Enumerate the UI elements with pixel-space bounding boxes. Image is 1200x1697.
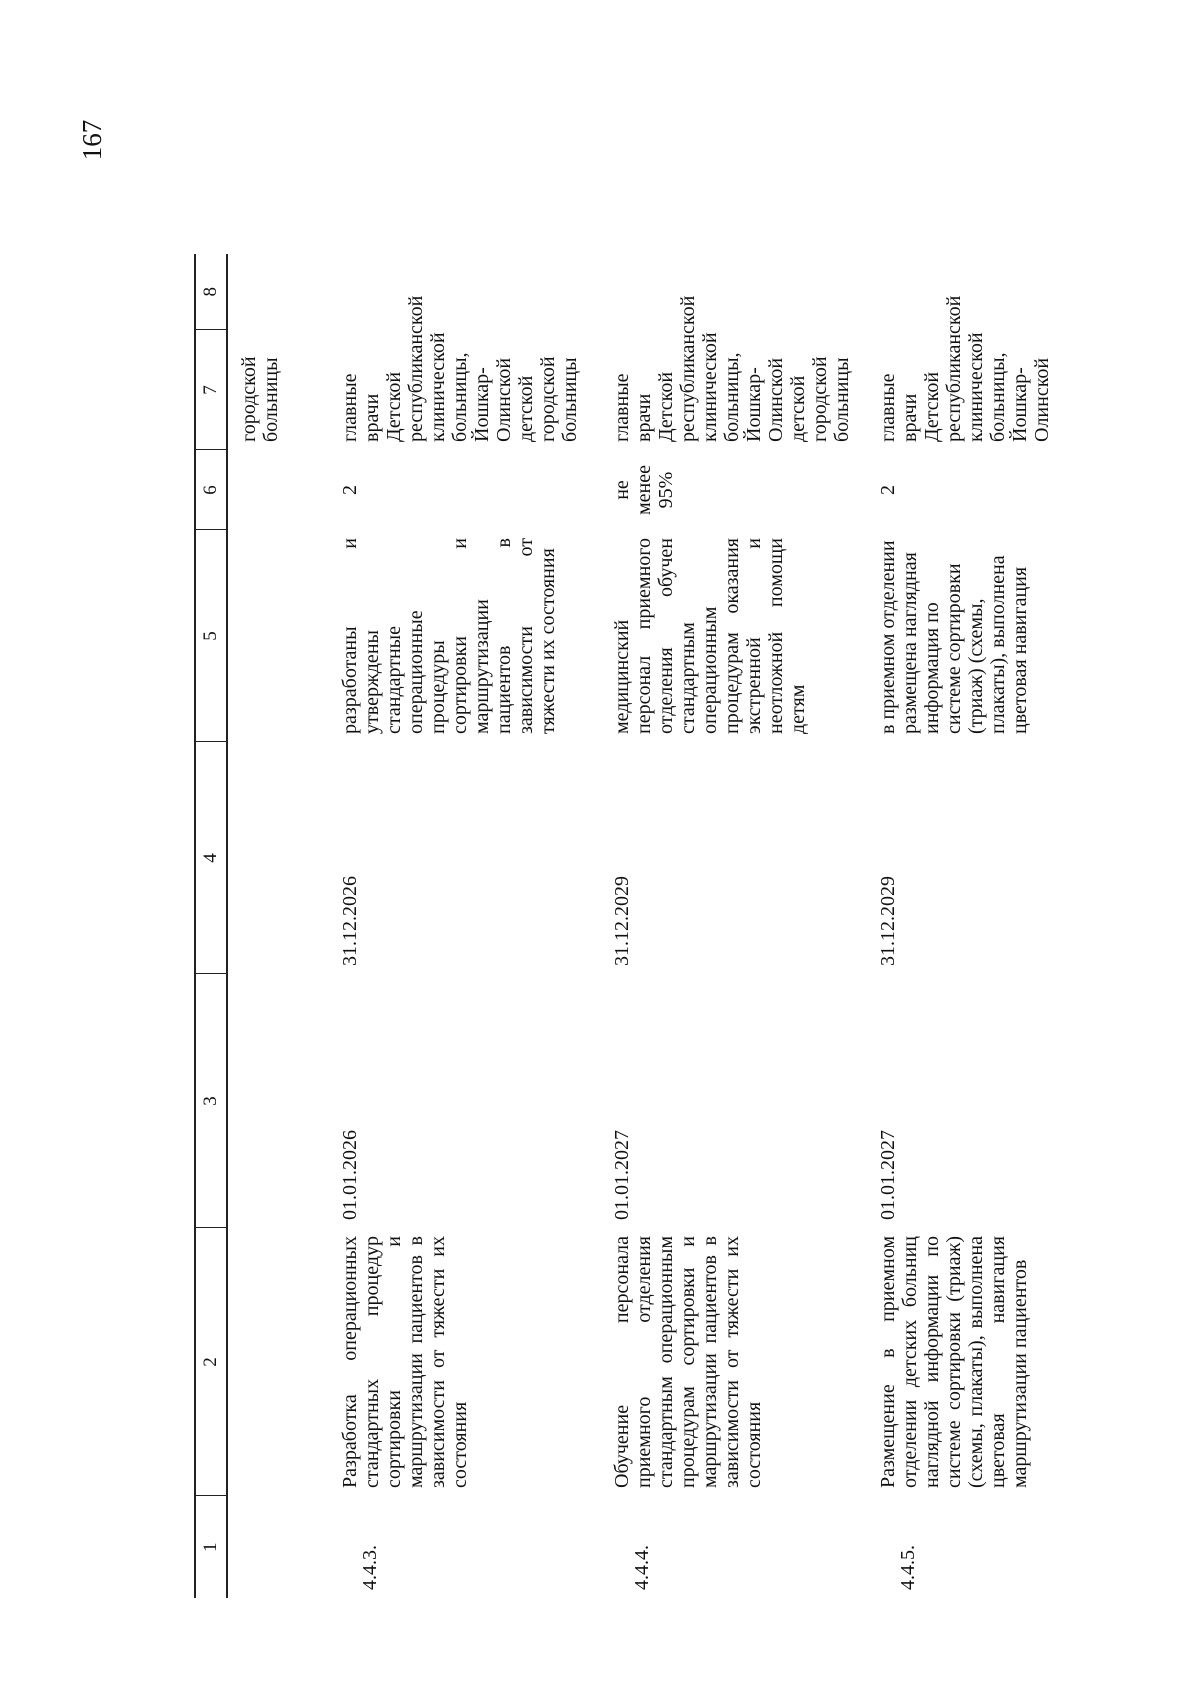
note-cell [323,254,339,330]
indicator-value: не менее 95% [611,465,677,515]
expected-result: в приемном отделении размещена наглядная информация по системе сортировки (триаж) (схемы, плакаты), выполнена цветовая навигация [877,540,1031,734]
column-number: 7 [195,330,227,450]
plan-table-page [194,254,1200,1598]
indicator-value: 2 [339,485,361,495]
start-date: 01.01.2027 [611,1130,633,1220]
continuation-row [227,254,323,1598]
column-number: 1 [195,1496,227,1598]
expected-result: медицинский персонал приемного отделения обучен стандартным операционным процедурам оказания экстренной и неотложной помощи детям [611,538,809,734]
column-number: 3 [195,974,227,1228]
start-date: 01.01.2026 [339,1130,361,1220]
table-row [595,254,861,1598]
end-date: 31.12.2026 [339,876,361,966]
column-number-row [195,254,227,1598]
column-number: 4 [195,742,227,974]
column-number: 5 [195,530,227,742]
note-cell [861,254,877,330]
page-number: 167 [77,119,107,161]
item-number: 4.4.5. [897,1545,919,1590]
indicator-value: 2 [877,485,899,495]
column-number: 8 [195,254,227,330]
note-cell [595,254,611,330]
table-row [861,254,1111,1598]
start-date: 01.01.2027 [877,1130,899,1220]
activity-name: Разработка операционных стандартных процедур сортировки и маршрутизации пациентов в зависимости от тяжести их состояния [339,1236,471,1488]
table-row [323,254,595,1598]
plan-table [194,254,1111,1598]
executor-cell: главные врачи Детской республиканской клинической больницы, Йошкар-Олинской детской городской больницы [339,295,581,442]
executor-cell: городской больницы [238,356,282,442]
executor-cell: главные врачи Детской республиканской клинической больницы, Йошкар-Олинской [877,295,1053,442]
column-number: 2 [195,1228,227,1496]
activity-name: Обучение персонала приемного отделения стандартным операционным процедурам сортировки и маршрутизации пациентов в зависимости от тяжести их состояния [611,1236,765,1488]
end-date: 31.12.2029 [877,876,899,966]
activity-name: Размещение в приемном отделении детских больниц наглядной информации по системе сортировки (триаж) (схемы, плакаты), выполнена цветовая навигация маршрутизации пациентов [877,1236,1031,1488]
item-number: 4.4.4. [631,1545,653,1590]
column-number: 6 [195,450,227,530]
executor-cell: главные врачи Детской республиканской клинической больницы, Йошкар-Олинской детской городской больницы [611,295,853,442]
item-number: 4.4.3. [359,1545,381,1590]
expected-result: разработаны и утверждены стандартные операционные процедуры сортировки и маршрутизации пациентов в зависимости от тяжести их состояния [339,538,559,734]
end-date: 31.12.2029 [611,876,633,966]
